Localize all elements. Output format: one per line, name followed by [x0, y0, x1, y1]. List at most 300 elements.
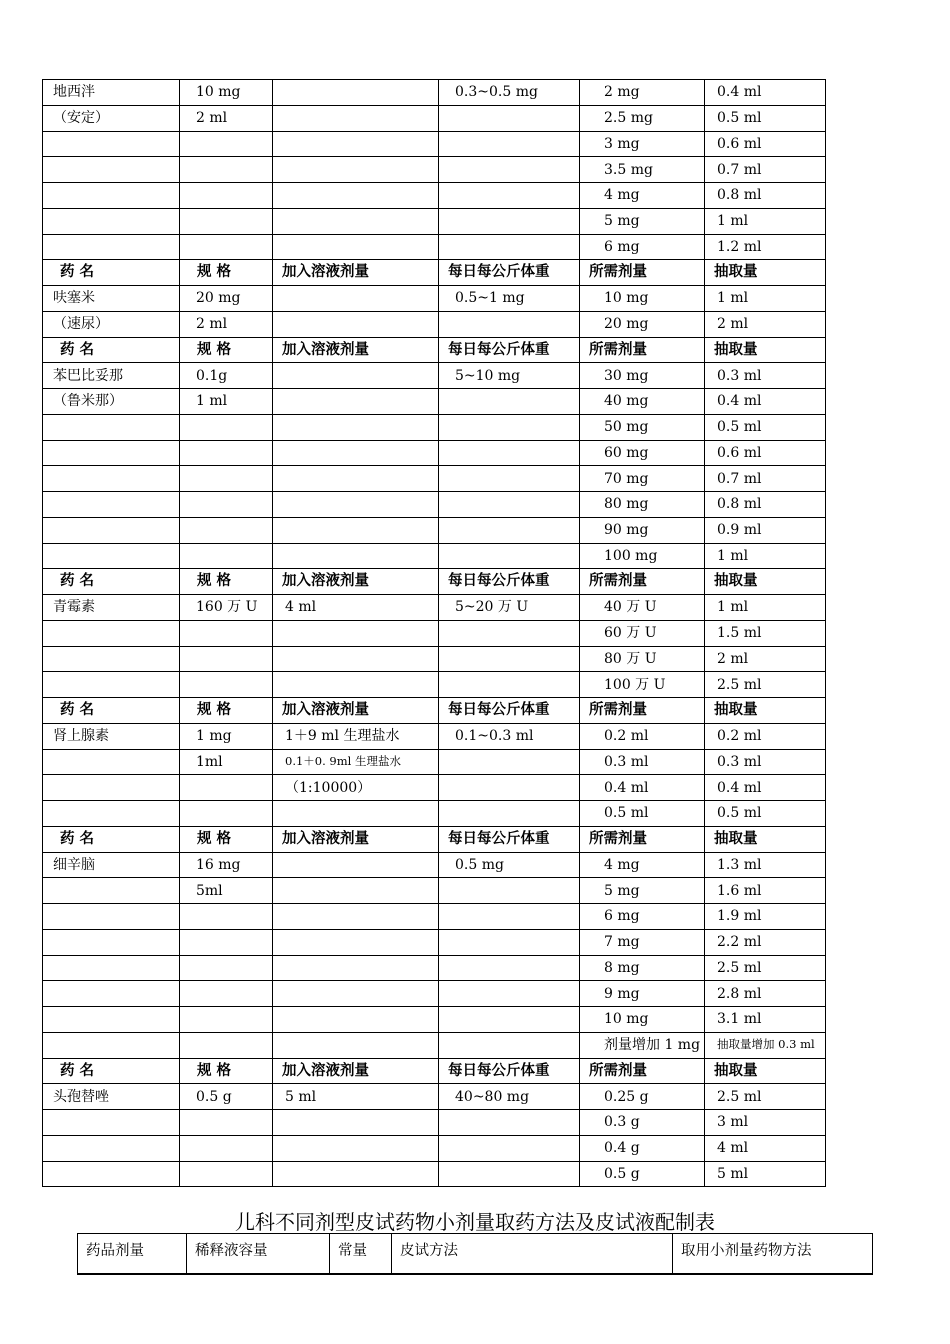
cell-solution-amount	[273, 234, 439, 260]
cell-dose-per-kg	[439, 801, 580, 827]
cell-required-dose: 2.5 mg	[580, 105, 705, 131]
header-dose-per-kg: 每日每公斤体重	[439, 337, 580, 363]
table-row	[43, 1135, 826, 1161]
cell-spec: 1ml	[180, 749, 273, 775]
cell-spec	[180, 517, 273, 543]
cell-spec: 10 mg	[180, 80, 273, 106]
cell-solution-amount	[273, 157, 439, 183]
cell-solution-amount	[273, 286, 439, 312]
cell-drug-name: 肾上腺素	[43, 723, 180, 749]
cell-draw-volume: 3.1 ml	[705, 1007, 826, 1033]
header-dose-per-kg: 每日每公斤体重	[439, 1058, 580, 1084]
cell-required-dose: 6 mg	[580, 904, 705, 930]
cell-draw-volume: 2 ml	[705, 311, 826, 337]
header-drug-name: 药 名	[43, 826, 180, 852]
cell-required-dose: 3.5 mg	[580, 157, 705, 183]
cell-dose-per-kg	[439, 389, 580, 415]
header-dose-per-kg: 每日每公斤体重	[439, 569, 580, 595]
cell-solution-amount	[273, 311, 439, 337]
cell-spec	[180, 414, 273, 440]
cell-drug-name	[43, 1007, 180, 1033]
header-skin-test-method: 皮试方法	[392, 1234, 673, 1275]
cell-drug-name	[43, 492, 180, 518]
cell-drug-name	[43, 904, 180, 930]
header-required-dose: 所需剂量	[580, 698, 705, 724]
cell-drug-name	[43, 1161, 180, 1187]
cell-solution-amount	[273, 929, 439, 955]
cell-dose-per-kg	[439, 929, 580, 955]
header-draw-volume: 抽取量	[705, 698, 826, 724]
cell-solution-amount	[273, 852, 439, 878]
header-required-dose: 所需剂量	[580, 569, 705, 595]
cell-spec	[180, 929, 273, 955]
cell-spec	[180, 801, 273, 827]
table-row	[43, 775, 826, 801]
table-row	[43, 646, 826, 672]
cell-spec: 0.5 g	[180, 1084, 273, 1110]
cell-solution-amount	[273, 105, 439, 131]
table-row	[43, 1007, 826, 1033]
cell-draw-volume: 3 ml	[705, 1110, 826, 1136]
cell-draw-volume: 0.7 ml	[705, 466, 826, 492]
cell-solution-amount	[273, 492, 439, 518]
cell-solution-amount	[273, 904, 439, 930]
cell-required-dose: 0.5 g	[580, 1161, 705, 1187]
cell-draw-volume: 1 ml	[705, 208, 826, 234]
cell-spec	[180, 981, 273, 1007]
header-solution-amount: 加入溶液剂量	[273, 569, 439, 595]
cell-required-dose: 20 mg	[580, 311, 705, 337]
cell-draw-volume: 0.4 ml	[705, 389, 826, 415]
cell-drug-name	[43, 466, 180, 492]
header-required-dose: 所需剂量	[580, 1058, 705, 1084]
table-row	[43, 389, 826, 415]
cell-drug-name: 呋塞米	[43, 286, 180, 312]
cell-required-dose: 8 mg	[580, 955, 705, 981]
table-row	[43, 801, 826, 827]
table-row	[43, 208, 826, 234]
cell-solution-amount	[273, 1161, 439, 1187]
cell-drug-name	[43, 183, 180, 209]
cell-drug-name	[43, 620, 180, 646]
cell-dose-per-kg	[439, 234, 580, 260]
table-row	[43, 157, 826, 183]
cell-dose-per-kg	[439, 955, 580, 981]
header-draw-volume: 抽取量	[705, 826, 826, 852]
cell-draw-volume: 抽取量增加 0.3 ml	[705, 1032, 826, 1058]
cell-spec	[180, 234, 273, 260]
cell-required-dose: 剂量增加 1 mg	[580, 1032, 705, 1058]
table-header-row	[43, 337, 826, 363]
cell-dose-per-kg	[439, 466, 580, 492]
header-drug-name: 药 名	[43, 260, 180, 286]
table-row	[43, 981, 826, 1007]
cell-required-dose: 4 mg	[580, 183, 705, 209]
cell-spec	[180, 1007, 273, 1033]
cell-dose-per-kg: 0.1~0.3 ml	[439, 723, 580, 749]
header-solution-amount: 加入溶液剂量	[273, 698, 439, 724]
cell-required-dose: 40 mg	[580, 389, 705, 415]
cell-required-dose: 60 万 U	[580, 620, 705, 646]
header-drug-dose: 药品剂量	[78, 1234, 187, 1275]
cell-required-dose: 100 mg	[580, 543, 705, 569]
cell-spec	[180, 440, 273, 466]
cell-drug-name: 地西泮	[43, 80, 180, 106]
cell-required-dose: 7 mg	[580, 929, 705, 955]
cell-required-dose: 4 mg	[580, 852, 705, 878]
cell-spec	[180, 955, 273, 981]
table-row	[43, 492, 826, 518]
cell-draw-volume: 1 ml	[705, 595, 826, 621]
table-row	[43, 440, 826, 466]
table-row	[43, 131, 826, 157]
cell-required-dose: 3 mg	[580, 131, 705, 157]
cell-spec: 160 万 U	[180, 595, 273, 621]
cell-required-dose: 30 mg	[580, 363, 705, 389]
header-spec: 规 格	[180, 1058, 273, 1084]
cell-dose-per-kg	[439, 1032, 580, 1058]
cell-dose-per-kg	[439, 157, 580, 183]
cell-solution-amount: 1＋9 ml 生理盐水	[273, 723, 439, 749]
table-row	[43, 363, 826, 389]
cell-solution-amount	[273, 543, 439, 569]
header-required-dose: 所需剂量	[580, 337, 705, 363]
cell-draw-volume: 0.5 ml	[705, 105, 826, 131]
cell-dose-per-kg	[439, 105, 580, 131]
cell-spec	[180, 620, 273, 646]
table-row	[43, 852, 826, 878]
cell-required-dose: 0.3 g	[580, 1110, 705, 1136]
table-row	[43, 234, 826, 260]
cell-draw-volume: 4 ml	[705, 1135, 826, 1161]
cell-drug-name	[43, 1032, 180, 1058]
cell-drug-name	[43, 517, 180, 543]
header-drug-name: 药 名	[43, 1058, 180, 1084]
cell-draw-volume: 1 ml	[705, 543, 826, 569]
cell-spec: 2 ml	[180, 105, 273, 131]
table-row	[43, 955, 826, 981]
header-required-dose: 所需剂量	[580, 260, 705, 286]
cell-drug-name	[43, 646, 180, 672]
cell-required-dose: 0.3 ml	[580, 749, 705, 775]
cell-dose-per-kg	[439, 492, 580, 518]
cell-draw-volume: 2.5 ml	[705, 955, 826, 981]
cell-draw-volume: 1.5 ml	[705, 620, 826, 646]
cell-draw-volume: 0.8 ml	[705, 183, 826, 209]
cell-required-dose: 9 mg	[580, 981, 705, 1007]
cell-dose-per-kg	[439, 517, 580, 543]
header-normal-dose: 常量	[330, 1234, 392, 1275]
cell-solution-amount	[273, 1032, 439, 1058]
cell-solution-amount: （1:10000）	[273, 775, 439, 801]
cell-drug-name	[43, 1135, 180, 1161]
header-dose-per-kg: 每日每公斤体重	[439, 260, 580, 286]
header-spec: 规 格	[180, 337, 273, 363]
table-row	[43, 1161, 826, 1187]
cell-draw-volume: 0.9 ml	[705, 517, 826, 543]
cell-spec	[180, 183, 273, 209]
table-row	[43, 286, 826, 312]
cell-solution-amount	[273, 131, 439, 157]
header-spec: 规 格	[180, 698, 273, 724]
table-row	[43, 723, 826, 749]
cell-spec	[180, 904, 273, 930]
header-drug-name: 药 名	[43, 698, 180, 724]
cell-required-dose: 90 mg	[580, 517, 705, 543]
cell-drug-name: 细辛脑	[43, 852, 180, 878]
dosage-table	[42, 79, 826, 1187]
table-row	[43, 749, 826, 775]
cell-drug-name	[43, 543, 180, 569]
cell-spec: 16 mg	[180, 852, 273, 878]
cell-solution-amount	[273, 440, 439, 466]
cell-solution-amount	[273, 517, 439, 543]
cell-dose-per-kg	[439, 1161, 580, 1187]
cell-required-dose: 70 mg	[580, 466, 705, 492]
cell-spec	[180, 1110, 273, 1136]
cell-drug-name	[43, 131, 180, 157]
cell-solution-amount	[273, 389, 439, 415]
cell-draw-volume: 1.2 ml	[705, 234, 826, 260]
header-solution-amount: 加入溶液剂量	[273, 1058, 439, 1084]
cell-required-dose: 0.2 ml	[580, 723, 705, 749]
cell-dose-per-kg: 5~20 万 U	[439, 595, 580, 621]
cell-required-dose: 10 mg	[580, 1007, 705, 1033]
cell-dose-per-kg	[439, 208, 580, 234]
cell-dose-per-kg	[439, 1007, 580, 1033]
cell-spec	[180, 646, 273, 672]
table-header-row	[43, 569, 826, 595]
header-draw-volume: 抽取量	[705, 569, 826, 595]
cell-required-dose: 50 mg	[580, 414, 705, 440]
header-small-dose-method: 取用小剂量药物方法	[673, 1234, 873, 1275]
cell-dose-per-kg	[439, 1135, 580, 1161]
skin-test-table	[77, 1233, 873, 1275]
cell-draw-volume: 2.8 ml	[705, 981, 826, 1007]
cell-drug-name: 青霉素	[43, 595, 180, 621]
header-dose-per-kg: 每日每公斤体重	[439, 826, 580, 852]
cell-solution-amount: 5 ml	[273, 1084, 439, 1110]
cell-dose-per-kg: 5~10 mg	[439, 363, 580, 389]
table-row	[43, 80, 826, 106]
table-row	[43, 105, 826, 131]
cell-draw-volume: 2 ml	[705, 646, 826, 672]
cell-drug-name	[43, 981, 180, 1007]
table-row	[43, 311, 826, 337]
skin-test-header-row	[78, 1234, 873, 1275]
cell-drug-name	[43, 440, 180, 466]
cell-drug-name	[43, 208, 180, 234]
cell-required-dose: 40 万 U	[580, 595, 705, 621]
cell-draw-volume: 5 ml	[705, 1161, 826, 1187]
cell-dose-per-kg	[439, 414, 580, 440]
cell-draw-volume: 0.3 ml	[705, 363, 826, 389]
cell-solution-amount	[273, 672, 439, 698]
table-header-row	[43, 698, 826, 724]
cell-solution-amount	[273, 183, 439, 209]
cell-solution-amount: 4 ml	[273, 595, 439, 621]
header-spec: 规 格	[180, 826, 273, 852]
cell-dose-per-kg	[439, 775, 580, 801]
cell-dose-per-kg: 40~80 mg	[439, 1084, 580, 1110]
cell-required-dose: 5 mg	[580, 878, 705, 904]
cell-spec	[180, 1135, 273, 1161]
cell-spec	[180, 775, 273, 801]
cell-solution-amount	[273, 80, 439, 106]
cell-spec	[180, 672, 273, 698]
cell-required-dose: 2 mg	[580, 80, 705, 106]
table-row	[43, 904, 826, 930]
cell-drug-name: （速尿）	[43, 311, 180, 337]
cell-spec: 1 ml	[180, 389, 273, 415]
cell-draw-volume: 0.7 ml	[705, 157, 826, 183]
header-draw-volume: 抽取量	[705, 1058, 826, 1084]
cell-dose-per-kg	[439, 749, 580, 775]
cell-draw-volume: 0.2 ml	[705, 723, 826, 749]
cell-drug-name	[43, 955, 180, 981]
cell-dose-per-kg: 0.5 mg	[439, 852, 580, 878]
cell-solution-amount	[273, 466, 439, 492]
cell-draw-volume: 1.3 ml	[705, 852, 826, 878]
cell-solution-amount	[273, 414, 439, 440]
table-row	[43, 1084, 826, 1110]
cell-dose-per-kg	[439, 981, 580, 1007]
cell-required-dose: 0.5 ml	[580, 801, 705, 827]
cell-spec	[180, 1032, 273, 1058]
cell-draw-volume: 0.6 ml	[705, 131, 826, 157]
cell-draw-volume: 0.4 ml	[705, 775, 826, 801]
table-row	[43, 595, 826, 621]
header-solution-amount: 加入溶液剂量	[273, 826, 439, 852]
cell-required-dose: 60 mg	[580, 440, 705, 466]
cell-spec: 5ml	[180, 878, 273, 904]
cell-dose-per-kg	[439, 904, 580, 930]
cell-solution-amount	[273, 646, 439, 672]
cell-draw-volume: 0.5 ml	[705, 801, 826, 827]
cell-spec	[180, 492, 273, 518]
cell-draw-volume: 0.6 ml	[705, 440, 826, 466]
cell-spec	[180, 157, 273, 183]
cell-solution-amount	[273, 208, 439, 234]
cell-solution-amount	[273, 363, 439, 389]
cell-dose-per-kg	[439, 311, 580, 337]
cell-drug-name	[43, 1110, 180, 1136]
cell-draw-volume: 1.6 ml	[705, 878, 826, 904]
header-draw-volume: 抽取量	[705, 337, 826, 363]
cell-spec	[180, 543, 273, 569]
cell-drug-name	[43, 672, 180, 698]
cell-drug-name	[43, 749, 180, 775]
cell-solution-amount	[273, 1110, 439, 1136]
cell-draw-volume: 0.8 ml	[705, 492, 826, 518]
cell-spec	[180, 131, 273, 157]
cell-drug-name: （安定）	[43, 105, 180, 131]
table-header-row	[43, 1058, 826, 1084]
section-title: 儿科不同剂型皮试药物小剂量取药方法及皮试液配制表	[235, 1210, 715, 1234]
cell-drug-name	[43, 775, 180, 801]
cell-draw-volume: 0.4 ml	[705, 80, 826, 106]
cell-drug-name	[43, 801, 180, 827]
table-row	[43, 929, 826, 955]
table-row	[43, 672, 826, 698]
header-solution-amount: 加入溶液剂量	[273, 337, 439, 363]
table-row	[43, 1110, 826, 1136]
header-diluent-volume: 稀释液容量	[187, 1234, 330, 1275]
table-header-row	[43, 826, 826, 852]
cell-solution-amount	[273, 1135, 439, 1161]
cell-draw-volume: 2.2 ml	[705, 929, 826, 955]
table-header-row	[43, 260, 826, 286]
cell-solution-amount	[273, 620, 439, 646]
cell-solution-amount	[273, 801, 439, 827]
cell-spec	[180, 466, 273, 492]
cell-required-dose: 6 mg	[580, 234, 705, 260]
header-required-dose: 所需剂量	[580, 826, 705, 852]
table-row	[43, 466, 826, 492]
cell-dose-per-kg	[439, 1110, 580, 1136]
table-row	[43, 620, 826, 646]
cell-solution-amount	[273, 981, 439, 1007]
cell-drug-name: 头孢替唑	[43, 1084, 180, 1110]
cell-dose-per-kg: 0.3~0.5 mg	[439, 80, 580, 106]
cell-dose-per-kg	[439, 183, 580, 209]
cell-required-dose: 100 万 U	[580, 672, 705, 698]
cell-solution-amount: 0.1＋0. 9ml 生理盐水	[273, 749, 439, 775]
header-drug-name: 药 名	[43, 337, 180, 363]
cell-solution-amount	[273, 955, 439, 981]
cell-draw-volume: 1.9 ml	[705, 904, 826, 930]
cell-dose-per-kg: 0.5~1 mg	[439, 286, 580, 312]
cell-required-dose: 80 mg	[580, 492, 705, 518]
cell-dose-per-kg	[439, 672, 580, 698]
cell-required-dose: 10 mg	[580, 286, 705, 312]
cell-solution-amount	[273, 1007, 439, 1033]
cell-spec: 2 ml	[180, 311, 273, 337]
cell-dose-per-kg	[439, 440, 580, 466]
table-row	[43, 517, 826, 543]
cell-draw-volume: 2.5 ml	[705, 672, 826, 698]
header-drug-name: 药 名	[43, 569, 180, 595]
cell-dose-per-kg	[439, 878, 580, 904]
cell-dose-per-kg	[439, 543, 580, 569]
cell-required-dose: 80 万 U	[580, 646, 705, 672]
cell-required-dose: 5 mg	[580, 208, 705, 234]
cell-spec: 1 mg	[180, 723, 273, 749]
cell-drug-name	[43, 414, 180, 440]
cell-spec	[180, 208, 273, 234]
cell-draw-volume: 2.5 ml	[705, 1084, 826, 1110]
cell-draw-volume: 0.5 ml	[705, 414, 826, 440]
cell-drug-name	[43, 878, 180, 904]
cell-drug-name	[43, 929, 180, 955]
cell-spec	[180, 1161, 273, 1187]
table-row	[43, 878, 826, 904]
cell-solution-amount	[273, 878, 439, 904]
table-row	[43, 543, 826, 569]
cell-drug-name	[43, 157, 180, 183]
cell-drug-name: 苯巴比妥那	[43, 363, 180, 389]
header-draw-volume: 抽取量	[705, 260, 826, 286]
table-row	[43, 183, 826, 209]
header-solution-amount: 加入溶液剂量	[273, 260, 439, 286]
cell-draw-volume: 0.3 ml	[705, 749, 826, 775]
header-spec: 规 格	[180, 260, 273, 286]
cell-drug-name	[43, 234, 180, 260]
header-dose-per-kg: 每日每公斤体重	[439, 698, 580, 724]
cell-spec: 20 mg	[180, 286, 273, 312]
cell-dose-per-kg	[439, 646, 580, 672]
table-row	[43, 414, 826, 440]
